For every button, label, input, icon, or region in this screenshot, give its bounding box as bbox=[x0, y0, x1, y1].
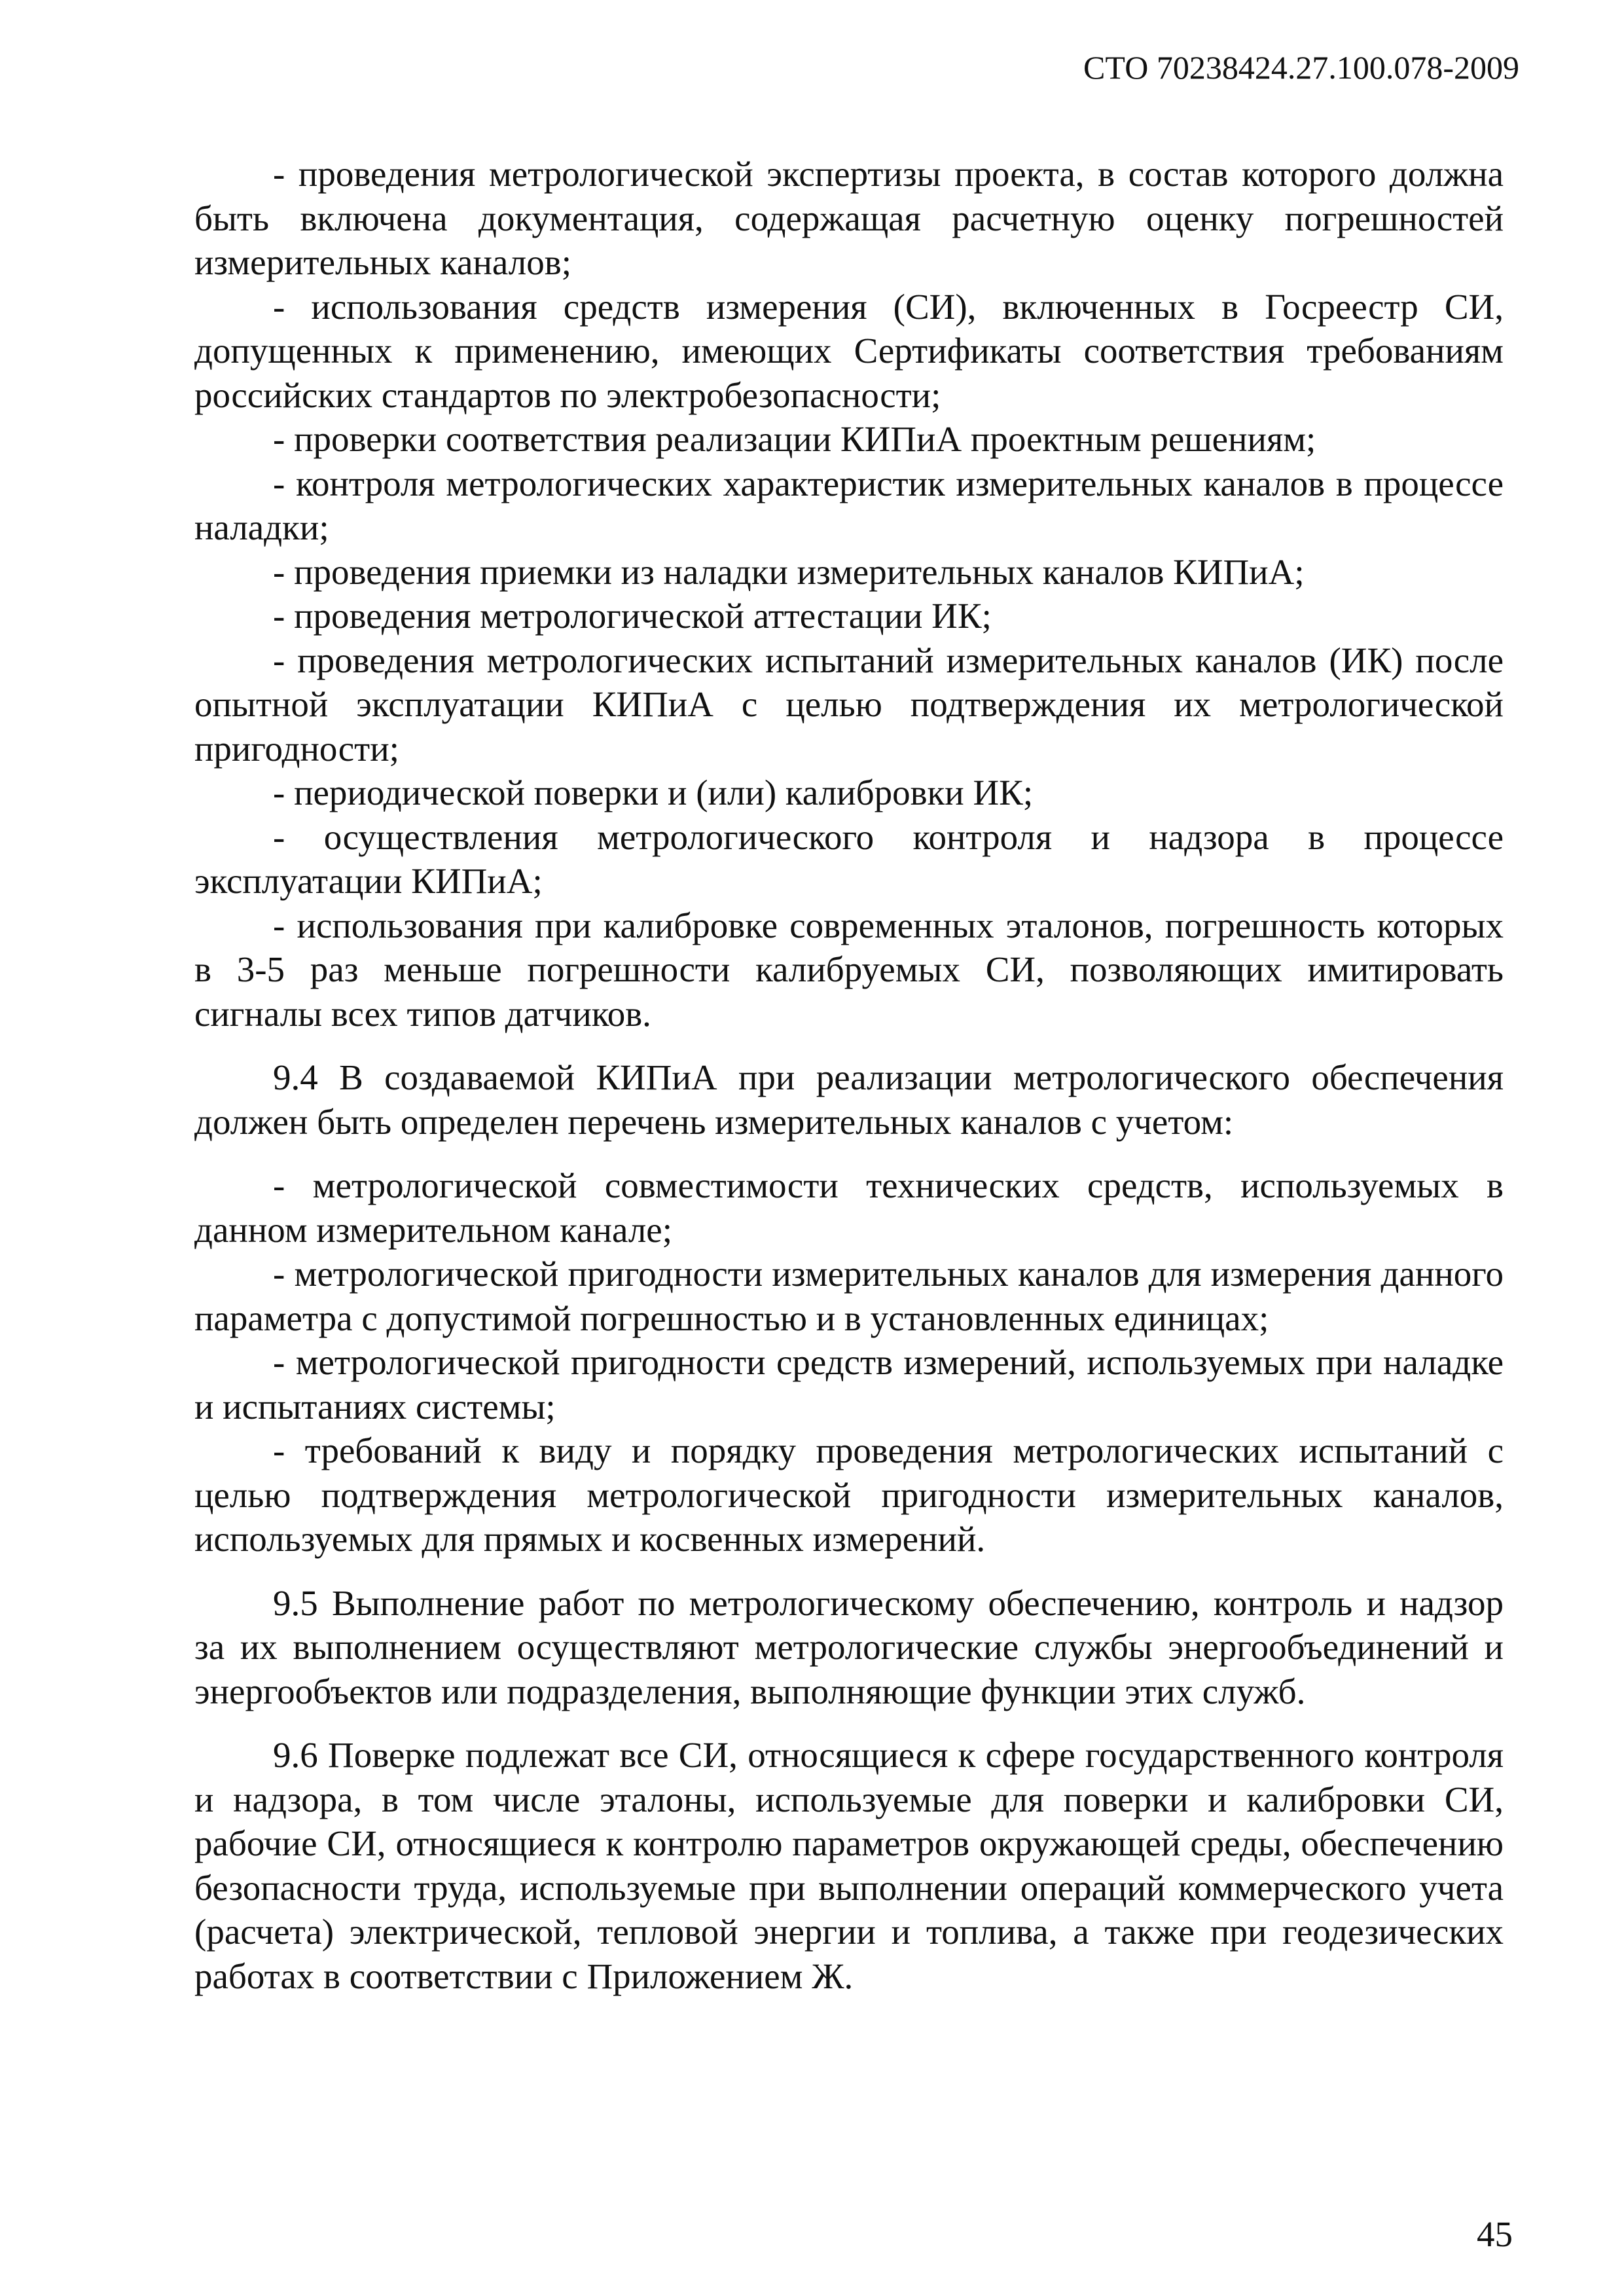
list-item: - осуществления метрологического контроля и надзора в процессе эксплуатации КИПиА; bbox=[194, 816, 1504, 901]
list-item: - проверки соответствия реализации КИПиА проектным решениям; bbox=[273, 419, 1316, 459]
section-9-5-paragraph: 9.5 Выполнение работ по метрологическому обеспечению, контроль и надзор за их выполнением осуществляют метрологические службы энергообъединений и энергообъектов или подразделения, выполняющие функции этих служб. bbox=[194, 1582, 1504, 1711]
list-item: - метрологической пригодности измерительных каналов для измерения данного параметра с допустимой погрешностью и в установленных единицах; bbox=[194, 1254, 1504, 1338]
page-number: 45 bbox=[1477, 2214, 1513, 2254]
list-item: - использования при калибровке современных эталонов, погрешность которых в 3-5 раз меньше погрешности калибруемых СИ, позволяющих имитировать сигналы всех типов датчиков. bbox=[194, 905, 1504, 1034]
list-item: - метрологической пригодности средств измерений, используемых при наладке и испытаниях системы; bbox=[194, 1342, 1504, 1427]
list-item: - использования средств измерения (СИ), включенных в Госреестр СИ, допущенных к применению, имеющих Сертификаты соответствия требованиям российских стандартов по электробезопасности; bbox=[194, 286, 1504, 415]
list-item: - контроля метрологических характеристик измерительных каналов в процессе наладки; bbox=[194, 463, 1504, 547]
list-item: - проведения метрологической аттестации ИК; bbox=[273, 596, 992, 636]
section-9-6-paragraph: 9.6 Поверке подлежат все СИ, относящиеся к сфере государственного контроля и надзора, в том числе эталоны, используемые для поверки и калибровки СИ, рабочие СИ, относящиеся к контролю параметров окружающей среды, обеспечению безопасности труда, используемые при выполнении операций коммерческого учета (расчета) электрической, тепловой энергии и топлива, а также при геодезических работах в соответствии с Приложением Ж. bbox=[194, 1735, 1504, 1996]
list-item: - требований к виду и порядку проведения метрологических испытаний с целью подтверждения метрологической пригодности измерительных каналов, используемых для прямых и косвенных измерений. bbox=[194, 1430, 1504, 1559]
list-item: - проведения метрологической экспертизы проекта, в состав которого должна быть включена документация, содержащая расчетную оценку погрешностей измерительных каналов; bbox=[194, 154, 1504, 282]
list-item: - проведения метрологических испытаний измерительных каналов (ИК) после опытной эксплуатации КИПиА с целью подтверждения их метрологической пригодности; bbox=[194, 640, 1504, 769]
section-9-4-paragraph: 9.4 В создаваемой КИПиА при реализации метрологического обеспечения должен быть определен перечень измерительных каналов с учетом: bbox=[194, 1057, 1504, 1142]
document-body bbox=[194, 152, 1504, 1998]
list-item: - метрологической совместимости технических средств, используемых в данном измерительном канале; bbox=[194, 1165, 1504, 1250]
list-item: - периодической поверки и (или) калибровки ИК; bbox=[273, 773, 1034, 812]
document-code-header: СТО 70238424.27.100.078-2009 bbox=[1083, 49, 1519, 86]
list-item: - проведения приемки из наладки измерительных каналов КИПиА; bbox=[273, 551, 1305, 592]
